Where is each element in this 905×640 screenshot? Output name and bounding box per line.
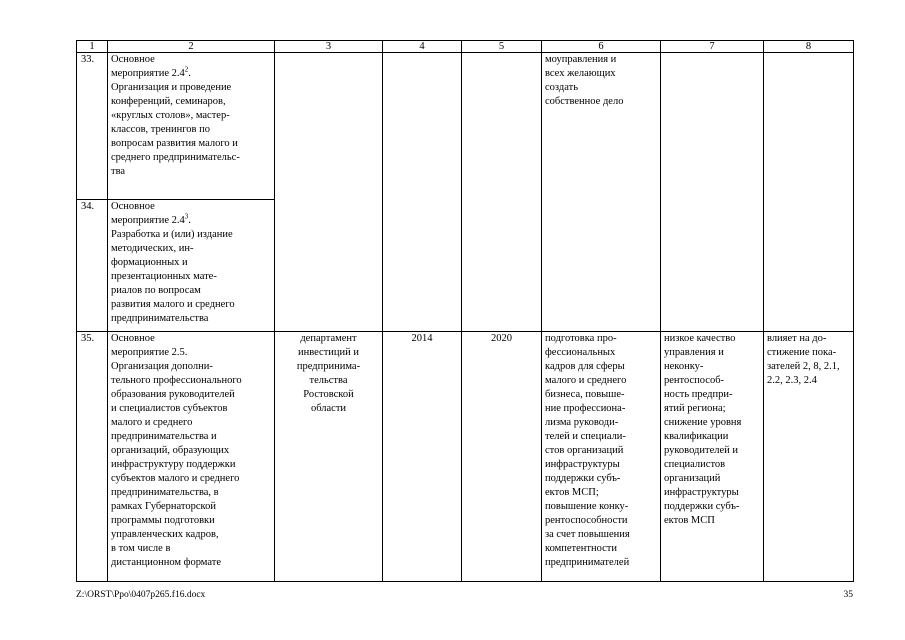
column-number-row: [77, 41, 854, 53]
row-number: 34.: [77, 200, 108, 332]
header-cell: 4: [383, 41, 462, 53]
consequences-cell: низкое качество управления и неконку- рентоспособ- ность предпри- ятий региона; снижение уровня квалификации руководителей и специалистов организаций инфраструктуры поддержки субъ- ектов МСП: [661, 332, 764, 582]
header-cell: 8: [764, 41, 854, 53]
measure-text: . Организация и проведение конференций, семинаров, «круглых столов», мастер- классов, тренингов по вопросам развития малого и среднего предпринимательс- тва: [111, 68, 240, 177]
table-row: [77, 53, 854, 200]
table-row: [77, 332, 854, 582]
header-cell: 1: [77, 41, 108, 53]
measure-cell: Основное мероприятие 2.5. Организация дополни- тельного профессионального образования руководителей и специалистов субъектов малого и среднего предпринимательства и организаций, образующих инфраструктуру поддержки субъектов малого и среднего предпринимательства, в рамках Губернаторской программы подготовки управленческих кадров, в том числе в дистанционном формате: [108, 332, 275, 582]
indicators-cell: влияет на до- стижение пока- зателей 2, 8, 2.1, 2.2, 2.3, 2.4: [764, 332, 854, 582]
header-cell: 3: [275, 41, 383, 53]
end-cell: [462, 53, 542, 332]
header-cell: 5: [462, 41, 542, 53]
header-cell: 2: [108, 41, 275, 53]
measure-title: Основное мероприятие 2.4: [111, 201, 185, 226]
header-cell: 7: [661, 41, 764, 53]
start-year-cell: 2014: [383, 332, 462, 582]
header-cell: 6: [542, 41, 661, 53]
result-cell: моуправления и всех желающих создать собственное дело: [542, 53, 661, 332]
file-path-footer: Z:\ORST\Ppo\0407p265.f16.docx: [76, 590, 206, 600]
start-cell: [383, 53, 462, 332]
executor-cell: [275, 53, 383, 332]
measure-text: . Разработка и (или) издание методических, ин- формационных и презентационных мате- риалов по вопросам развития малого и среднего предпринимательства: [111, 215, 235, 324]
row-number: 35.: [77, 332, 108, 582]
measures-table: [76, 40, 854, 582]
measure-title: Основное мероприятие 2.4: [111, 54, 185, 79]
executor-cell: департамент инвестиций и предпринима- тельства Ростовской области: [275, 332, 383, 582]
row-number: 33.: [77, 53, 108, 200]
measure-cell: [108, 53, 275, 200]
page-number: 35: [843, 590, 853, 600]
indicators-cell: [764, 53, 854, 332]
consequences-cell: [661, 53, 764, 332]
footnote-marker: 2: [184, 65, 189, 74]
footnote-marker: 3: [184, 212, 189, 221]
end-year-cell: 2020: [462, 332, 542, 582]
measure-cell: [108, 200, 275, 332]
result-cell: подготовка про- фессиональных кадров для сферы малого и среднего бизнеса, повыше- ние профессиона- лизма руководи- телей и специали- стов организаций инфраструктуры поддержки субъ- ектов МСП; повышение конку- рентоспособности за счет повышения компетентности предпринимателей: [542, 332, 661, 582]
